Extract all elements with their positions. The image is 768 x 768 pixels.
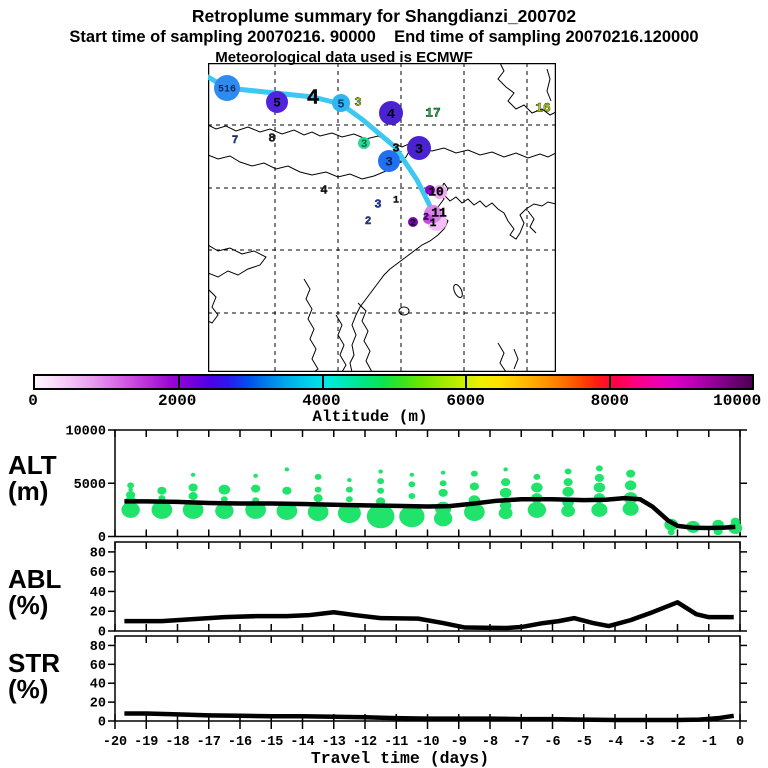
- altitude-bubble: [528, 502, 546, 518]
- cluster-marker-label: 3: [360, 138, 368, 151]
- y-tick-label: 40: [89, 677, 106, 693]
- altitude-bubble: [501, 478, 510, 486]
- x-tick-label: 0: [735, 735, 745, 750]
- cluster-marker-label: 2: [409, 218, 417, 230]
- altitude-bubble: [500, 488, 512, 498]
- altitude-bubble: [439, 489, 448, 497]
- altitude-bubble: [408, 493, 415, 499]
- altitude-bubbles: [121, 465, 742, 535]
- y-tick-label: 0: [97, 715, 106, 731]
- altitude-bubble: [219, 485, 231, 495]
- altitude-bubble: [623, 502, 639, 516]
- x-tick-label: -18: [165, 735, 190, 750]
- map-number-label: 2: [422, 212, 430, 224]
- abl-percent-line: [124, 602, 733, 628]
- map-number-label: 7: [231, 134, 239, 147]
- altitude-bubble: [595, 474, 604, 482]
- x-tick-label: -11: [384, 735, 409, 750]
- map-number-label: 17: [425, 105, 441, 121]
- x-tick-label: -19: [134, 735, 159, 750]
- altitude-bubble: [668, 529, 675, 535]
- x-tick-label: -10: [415, 735, 440, 750]
- x-tick-label: -16: [227, 735, 253, 750]
- sampling-time-subtitle: Start time of sampling 20070216. 90000 End time of sampling 20070216.120000: [69, 28, 699, 46]
- y-tick-label: 80: [89, 546, 106, 562]
- colorbar-tick-label: 2000: [157, 392, 197, 410]
- x-tick-label: -7: [513, 735, 530, 750]
- x-tick-label: -3: [638, 735, 655, 750]
- cluster-marker-label: 4: [386, 107, 396, 124]
- y-tick-label: 80: [89, 639, 106, 655]
- altitude-bubble: [191, 473, 196, 477]
- y-tick-label: 20: [89, 696, 106, 712]
- altitude-bubble: [564, 478, 573, 486]
- x-tick-label: -20: [102, 735, 128, 750]
- altitude-bubble: [346, 496, 353, 502]
- y-tick-label: 5000: [73, 477, 106, 493]
- str-label-text: STR: [8, 648, 60, 678]
- x-tick-label: -5: [575, 735, 592, 750]
- str-panel-border: [115, 636, 740, 721]
- altitude-bubble: [285, 467, 290, 471]
- abl-panel: [90, 542, 747, 641]
- met-data-subtitle: Meteorological data used is ECMWF: [215, 49, 473, 66]
- abl-unit-text: (%): [8, 590, 49, 620]
- colorbar-tick-label: 0: [28, 392, 38, 410]
- cluster-marker-label: 5: [337, 97, 345, 112]
- y-tick-label: 40: [89, 585, 106, 601]
- x-tick-label: -9: [450, 735, 467, 750]
- colorbar-tick-label: 8000: [590, 392, 629, 410]
- map-number-label: 2: [364, 215, 372, 228]
- cluster-marker-label: 3: [414, 142, 424, 159]
- alt-panel: [65, 425, 747, 547]
- cluster-marker-label: 3: [385, 154, 393, 170]
- x-tick-label: -6: [544, 735, 561, 750]
- map-number-label: 1: [392, 195, 400, 207]
- altitude-bubble: [499, 507, 513, 519]
- altitude-bubble: [531, 483, 543, 493]
- altitude-bubble: [346, 487, 353, 493]
- y-tick-label: 60: [89, 658, 106, 674]
- alt-panel-border: [115, 430, 740, 537]
- y-tick-label: 0: [97, 625, 106, 641]
- colorbar-tick-label: 10000: [713, 392, 762, 410]
- altitude-bubble: [251, 485, 260, 493]
- altitude-bubble: [253, 474, 258, 478]
- alt-unit-text: (m): [8, 476, 49, 506]
- altitude-bubble: [503, 467, 508, 471]
- cluster-marker-label: 5: [273, 95, 281, 111]
- altitude-bubble: [408, 481, 415, 487]
- map-number-label: 4: [320, 183, 328, 198]
- y-tick-label: 0: [97, 531, 106, 546]
- altitude-bubble: [377, 478, 384, 484]
- alt-label-text: ALT: [8, 450, 57, 480]
- x-tick-label: -1: [700, 735, 717, 750]
- map-number-label: 3: [392, 141, 400, 156]
- x-axis-title: Travel time (days): [310, 749, 490, 768]
- colorbar-tick-label: 6000: [446, 392, 485, 410]
- map-number-label: 3: [354, 95, 362, 110]
- altitude-bubble: [470, 482, 479, 490]
- abl-label-text: ABL: [8, 564, 62, 594]
- altitude-bubble: [157, 487, 166, 495]
- altitude-bubble: [626, 470, 635, 478]
- map-number-label: 11: [431, 205, 447, 221]
- altitude-bubble: [562, 487, 574, 497]
- map-number-label: 8: [268, 131, 276, 146]
- x-tick-label: -8: [481, 735, 499, 750]
- altitude-bubble: [315, 474, 322, 480]
- altitude-bubble: [565, 469, 572, 475]
- altitude-bubble: [315, 487, 322, 493]
- x-tick-label: -4: [606, 735, 624, 750]
- y-tick-label: 20: [89, 605, 106, 621]
- altitude-bubble: [434, 510, 452, 526]
- altitude-bubble: [441, 471, 446, 475]
- altitude-bubble: [440, 480, 447, 486]
- colorbar-tick-label: 4000: [302, 392, 341, 410]
- y-tick-label: 60: [89, 566, 106, 582]
- str-unit-text: (%): [8, 674, 49, 704]
- x-tick-label: -12: [352, 735, 378, 750]
- altitude-bubble: [121, 502, 139, 518]
- altitude-bubble: [189, 484, 198, 492]
- altitude-bubble: [189, 492, 198, 500]
- altitude-bubble: [625, 480, 637, 490]
- x-tick-label: -17: [196, 735, 221, 750]
- page-title: Retroplume summary for Shangdianzi_200702: [191, 6, 577, 26]
- altitude-bubble: [591, 503, 607, 517]
- str-panel: [90, 636, 747, 731]
- altitude-bubble: [314, 494, 323, 502]
- x-tick-label: -13: [321, 735, 346, 750]
- colorbar-title: Altitude (m): [312, 408, 428, 426]
- altitude-bubble: [533, 474, 540, 480]
- altitude-bubble: [347, 478, 352, 482]
- altitude-bubble: [471, 471, 478, 477]
- altitude-bubble: [282, 487, 291, 495]
- altitude-bubble: [594, 483, 606, 493]
- map-number-label: 10: [428, 184, 444, 200]
- altitude-bubble: [561, 505, 575, 517]
- x-tick-label: -14: [290, 735, 315, 750]
- map-number-label: 16: [535, 100, 551, 116]
- map-number-label: 1: [429, 217, 437, 230]
- x-tick-label: -15: [259, 735, 284, 750]
- altitude-bubble: [377, 488, 384, 494]
- cluster-marker-label: 516: [217, 84, 237, 96]
- altitude-bubble: [410, 473, 415, 477]
- x-tick-label: -2: [669, 735, 686, 750]
- x-axis: [103, 721, 744, 768]
- str-percent-line: [124, 713, 733, 720]
- altitude-bubble: [378, 470, 383, 474]
- altitude-bubble: [127, 482, 134, 488]
- map-number-label: 3: [374, 197, 382, 212]
- altitude-bubble: [596, 465, 603, 471]
- y-tick-label: 10000: [65, 424, 106, 440]
- map-number-label: 4: [306, 87, 320, 111]
